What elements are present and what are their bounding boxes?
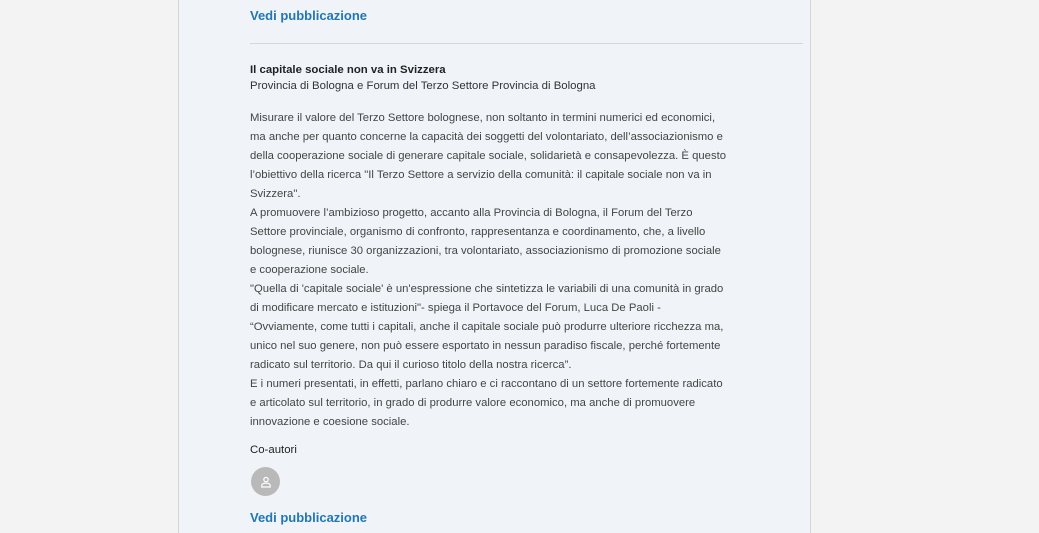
publications-card [178, 0, 811, 533]
description-line: di modificare mercato e istituzioni"- spiega il Portavoce del Forum, Luca De Paoli - [250, 302, 661, 314]
description-line: A promuovere l’ambizioso progetto, accanto alla Provincia di Bologna, il Forum del Terzo [250, 207, 693, 219]
description-line: ma anche per quanto concerne la capacità dei soggetti del volontariato, dell’associazionismo e [250, 131, 723, 143]
publication-title: Il capitale sociale non va in Svizzera [250, 64, 446, 76]
description-line: bolognese, riunisce 30 organizzazioni, tra volontariato, associazionismo di promozione sociale [250, 245, 721, 257]
description-line: radicato sul territorio. Da qui il curioso titolo della nostra ricerca”. [250, 359, 572, 371]
publication-source: Provincia di Bologna e Forum del Terzo Settore Provincia di Bologna [250, 80, 596, 92]
description-line: innovazione e coesione sociale. [250, 416, 410, 428]
see-publication-link[interactable]: Vedi pubblicazione [250, 8, 368, 23]
description-line: Svizzera". [250, 188, 301, 200]
publication-description [250, 109, 760, 432]
description-line: e articolato sul territorio, in grado di produrre valore economico, ma anche di promuovere [250, 397, 696, 409]
coauthor-avatar[interactable] [251, 467, 280, 496]
description-line: "Quella di 'capitale sociale' è un'espressione che sintetizza le variabili di una comunità in grado [250, 283, 724, 295]
coauthors-label: Co-autori [250, 444, 297, 456]
description-line: unico nel suo genere, non può essere esportato in nessun paradiso fiscale, perché fortemente [250, 340, 721, 352]
description-line: della cooperazione sociale di generare capitale sociale, solidarietà e consapevolezza. È questo [250, 150, 727, 162]
person-icon [260, 476, 272, 488]
see-publication-link[interactable]: Vedi pubblicazione [250, 510, 368, 525]
divider [250, 43, 803, 44]
description-line: Settore provinciale, organismo di confronto, rappresentanza e coordinamento, che, a livello [250, 226, 706, 238]
description-line: l’obiettivo della ricerca "Il Terzo Settore a servizio della comunità: il capitale sociale non va in [250, 169, 712, 181]
description-line: Misurare il valore del Terzo Settore bolognese, non soltanto in termini numerici ed economici, [250, 112, 716, 124]
description-line: e cooperazione sociale. [250, 264, 369, 276]
description-line: “Ovviamente, come tutti i capitali, anche il capitale sociale può produrre ulteriore ricchezza ma, [250, 321, 724, 333]
description-line: E i numeri presentati, in effetti, parlano chiaro e ci raccontano di un settore fortemente radicato [250, 378, 723, 390]
